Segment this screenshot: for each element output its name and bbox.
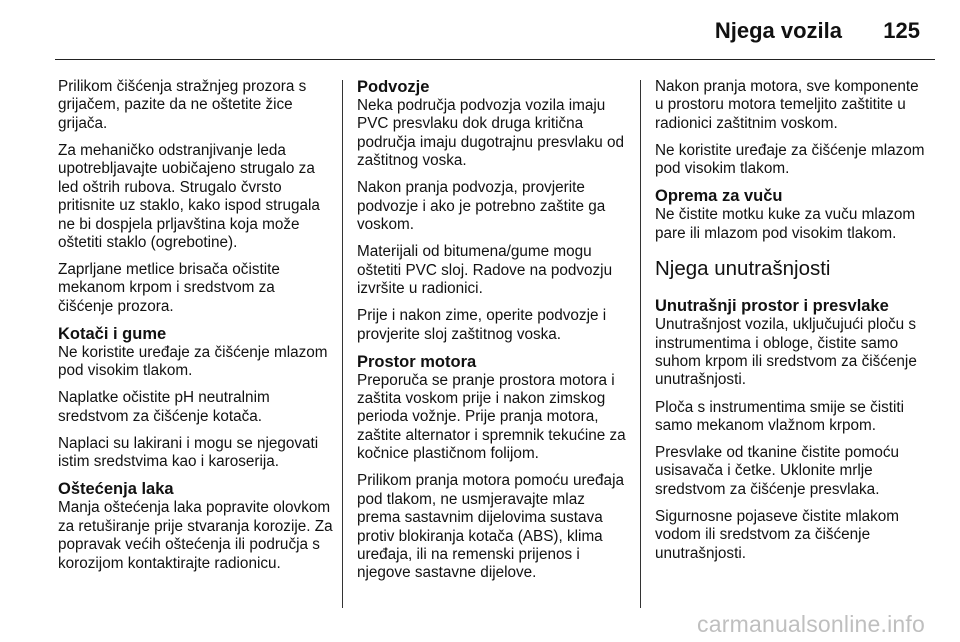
paragraph-engine-wash: Preporuča se pranje prostora motora i zaštita voskom prije i nakon zimskog perioda vožnje. Prije pranja motora, zaštite alternator i spremnik tekućine za kočnice plastičnom folijom. — [357, 371, 626, 463]
paragraph-towbar: Ne čistite motku kuke za vuču mlazom pare ili mlazom pod visokim tlakom. — [655, 206, 916, 242]
heading-towing-equipment: Oprema za vuču — [655, 187, 783, 206]
heading-wheels-tyres: Kotači i gume — [58, 324, 167, 343]
heading-underbody: Podvozje — [357, 78, 430, 96]
paragraph-after-wash: Nakon pranja podvozja, provjerite podvozje i ako je potrebno zaštite ga voskom. — [357, 179, 606, 234]
paragraph-engine-wax: Nakon pranja motora, sve komponente u prostoru motora temeljito zaštitite u radionici zaštitnim voskom. — [655, 78, 919, 132]
column-divider — [342, 80, 343, 608]
column-right — [655, 78, 930, 572]
paragraph-pressure-wash-engine: Prilikom pranja motora pomoću uređaja pod tlakom, ne usmjeravajte mlaz prema sastavnim dijelovima sustava protiv blokiranja kotača (ABS), klima uređaja, ili na remenski prijenos i njegove sastavne dijelove. — [357, 472, 624, 582]
paragraph-no-pressure-wash: Ne koristite uređaje za čišćenje mlazom pod visokim tlakom. — [58, 343, 328, 380]
page-header — [0, 0, 960, 60]
page-number: 125 — [883, 18, 920, 43]
paragraph-winter: Prije i nakon zime, operite podvozje i provjerite sloj zaštitnog voska. — [357, 307, 607, 343]
paragraph-ice-scraper: Za mehaničko odstranjivanje leda upotrebljavajte uobičajeno strugalo za led oštrih rubova. Strugalo čvrsto pritisnite uz staklo, kako ispod strugala ne bi dospjela prljavština koja može oštetiti staklo (ogrebotine). — [58, 141, 320, 251]
heading-engine-compartment: Prostor motora — [357, 352, 477, 371]
header-divider — [55, 59, 935, 60]
heading-paint-damage: Oštećenja laka — [58, 480, 174, 499]
paragraph-bitumen: Materijali od bitumena/gume mogu oštetiti PVC sloj. Radove na podvozju izvršite u radionici. — [357, 243, 613, 298]
column-divider — [640, 80, 641, 608]
paragraph-paint-repair: Manja oštećenja laka popravite olovkom za retuširanje prije stvaranja korozije. Za popravak većih oštećenja ili područja s korozijom kontaktirajte radionicu. — [58, 499, 333, 572]
paragraph-rims-lacquered: Naplaci su lakirani i mogu se njegovati istim sredstvima kao i karoserija. — [58, 434, 319, 471]
heading-interior-upholstery: Unutrašnji prostor i presvlake — [655, 297, 889, 316]
paragraph-interior-cleaning: Unutrašnjost vozila, uključujući ploču s instrumentima i obloge, čistite samo suhom krpom ili sredstvom za čišćenje unutrašnjosti. — [655, 316, 917, 389]
paragraph-pvc-coating: Neka područja podvozja vozila imaju PVC presvlaku dok druga kritična područja imaju dugotrajnu presvlaku od zaštitnog voska. — [357, 97, 625, 170]
paragraph-fabric-upholstery: Presvlake od tkanine čistite pomoću usisavača i četke. Uklonite mrlje sredstvom za čišćenje presvlaka. — [655, 444, 900, 498]
section-title: Njega vozila — [714, 18, 842, 43]
paragraph-wiper-blades: Zaprljane metlice brisača očistite mekanom krpom i sredstvom za čišćenje prozora. — [58, 261, 280, 315]
paragraph-rim-cleaning: Naplatke očistite pH neutralnim sredstvom za čišćenje kotača. — [58, 389, 270, 425]
heading-interior-care: Njega unutrašnjosti — [655, 257, 831, 281]
paragraph-seat-belts: Sigurnosne pojaseve čistite mlakom vodom ili sredstvom za čišćenje unutrašnjosti. — [655, 507, 900, 562]
paragraph-no-high-pressure: Ne koristite uređaje za čišćenje mlazom pod visokim tlakom. — [655, 141, 925, 178]
column-left — [58, 78, 333, 582]
column-middle — [357, 78, 631, 591]
watermark: carmanualsonline.info — [697, 611, 925, 637]
paragraph-rear-window: Prilikom čišćenja stražnjeg prozora s grijačem, pazite da ne oštetite žice grijača. — [58, 78, 307, 132]
paragraph-instrument-panel: Ploča s instrumentima smije se čistiti samo mekanom vlažnom krpom. — [655, 398, 905, 434]
